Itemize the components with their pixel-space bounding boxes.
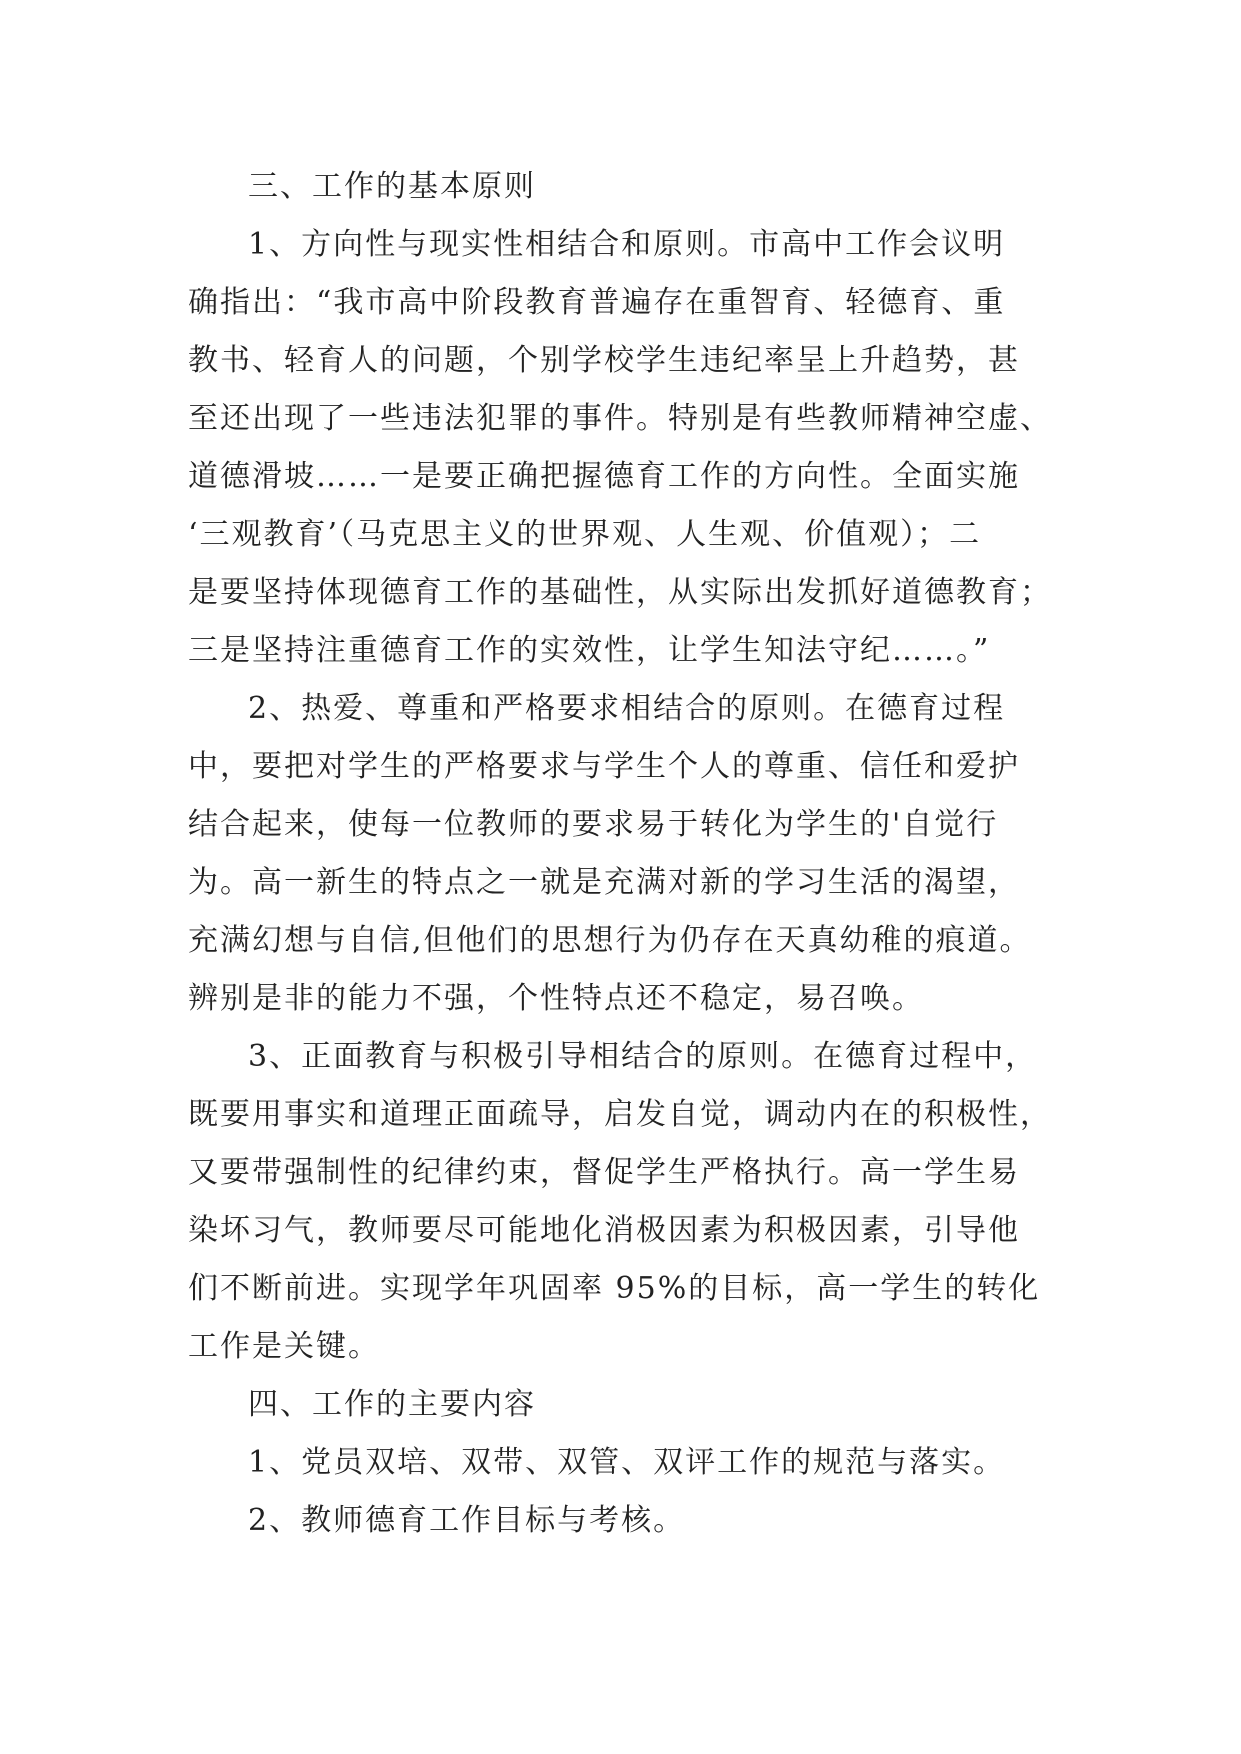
paragraph-line: 充满幻想与自信,但他们的思想行为仍存在天真幼稚的痕道。 bbox=[188, 923, 1032, 958]
paragraph-line: 至还出现了一些违法犯罪的事件。特别是有些教师精神空虚、 bbox=[188, 401, 1052, 436]
section-heading-content: 四、工作的主要内容 bbox=[248, 1387, 536, 1422]
paragraph-line: ‘三观教育’（马克思主义的世界观、人生观、价值观）；二 bbox=[188, 517, 982, 552]
paragraph-line: 又要带强制性的纪律约束，督促学生严格执行。高一学生易 bbox=[188, 1155, 1020, 1190]
paragraph-line: 道德滑坡……一是要正确把握德育工作的方向性。全面实施 bbox=[188, 459, 1020, 494]
paragraph-line: 们不断前进。实现学年巩固率 95%的目标，高一学生的转化 bbox=[188, 1271, 1041, 1306]
paragraph-line: 教书、轻育人的问题，个别学校学生违纪率呈上升趋势，甚 bbox=[188, 343, 1020, 378]
document-body bbox=[188, 158, 1068, 1550]
paragraph-line: 是要坚持体现德育工作的基础性，从实际出发抓好道德教育； bbox=[188, 575, 1052, 610]
paragraph-line: 既要用事实和道理正面疏导，启发自觉，调动内在的积极性， bbox=[188, 1097, 1052, 1132]
paragraph-line: 染坏习气，教师要尽可能地化消极因素为积极因素，引导他 bbox=[188, 1213, 1020, 1248]
paragraph-line: 确指出：“我市高中阶段教育普遍存在重智育、轻德育、重 bbox=[188, 285, 1006, 320]
paragraph-line: 三是坚持注重德育工作的实效性，让学生知法守纪……。” bbox=[188, 633, 991, 668]
paragraph-line: 2、热爱、尊重和严格要求相结合的原则。在德育过程 bbox=[248, 691, 1006, 726]
paragraph-line: 中，要把对学生的严格要求与学生个人的尊重、信任和爱护 bbox=[188, 749, 1020, 784]
paragraph-line: 为。高一新生的特点之一就是充满对新的学习生活的渴望， bbox=[188, 865, 1020, 900]
list-item: 1、党员双培、双带、双管、双评工作的规范与落实。 bbox=[248, 1445, 1006, 1480]
paragraph-line: 结合起来，使每一位教师的要求易于转化为学生的'自觉行 bbox=[188, 807, 999, 842]
section-heading-principles: 三、工作的基本原则 bbox=[248, 169, 536, 204]
paragraph-line: 1、方向性与现实性相结合和原则。市高中工作会议明 bbox=[248, 227, 1006, 262]
paragraph-line: 3、正面教育与积极引导相结合的原则。在德育过程中， bbox=[248, 1039, 1038, 1074]
paragraph-line: 工作是关键。 bbox=[188, 1329, 380, 1364]
list-item: 2、教师德育工作目标与考核。 bbox=[248, 1503, 686, 1538]
paragraph-line: 辨别是非的能力不强，个性特点还不稳定，易召唤。 bbox=[188, 981, 924, 1016]
